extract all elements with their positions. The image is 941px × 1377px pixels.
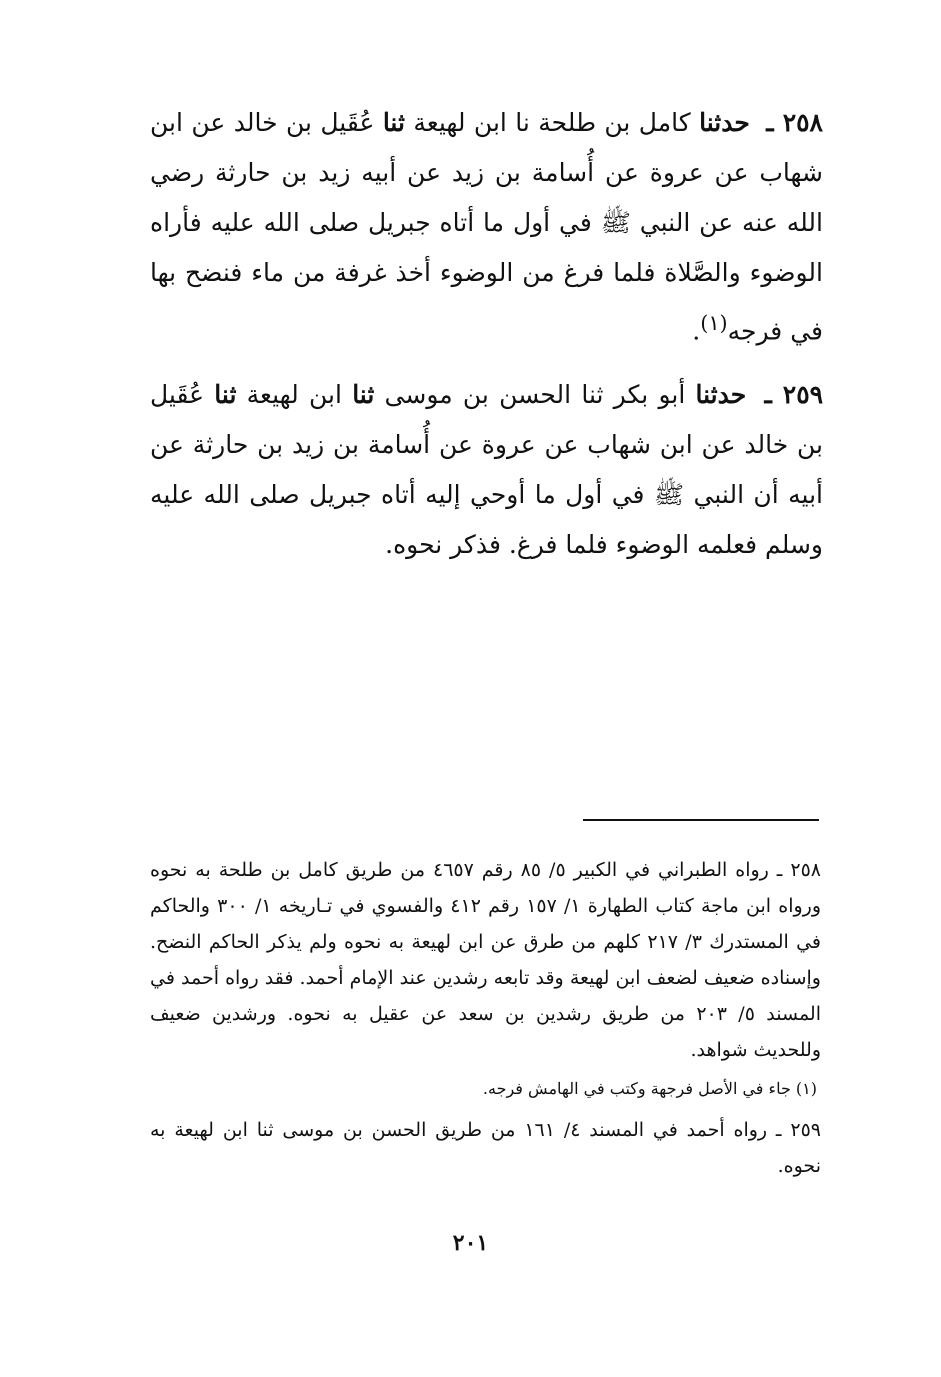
hadith-text: ابن لهيعة [246, 380, 342, 410]
main-text [150, 98, 823, 584]
hadith-number: ٢٥٨ ـ [766, 108, 823, 137]
hadith-text: عُقَيل بن خالد عن ابن شهاب عن عروة عن أُسامة بن زيد بن حارثة عن أبيه أن النبي ﷺ في أول ما أوحي إليه أتاه جبريل صلى الله عليه وسلم فعلمه الوضوء فلما فرغ. فذكر نحوه. [150, 380, 823, 560]
footnote-reference: (١) [700, 311, 728, 335]
hadith-text: كامل بن طلحة نا ابن لهيعة [413, 108, 691, 137]
hadith-opening: حدثنا [695, 380, 747, 410]
hadith-258 [150, 98, 823, 356]
footnote-258: ٢٥٨ ـ رواه الطبراني في الكبير ٥/ ٨٥ رقم ٤٦٥٧ من طريق كامل بن طلحة به نحوه ورواه ابن ماجة كتاب الطهارة ١/ ١٥٧ رقم ٤١٢ والفسوي في تـاريخه ١/ ٣٠٠ والحاكم في المستدرك ٣/ ٢١٧ كلهم من طرق عن ابن لهيعة به نحوه ولم يذكر الحاكم النضح. وإسناده ضعيف لضعف ابن لهيعة وقد تابعه رشدين عند الإمام أحمد. فقد رواه أحمد في المسند ٥/ ٢٠٣ من طريق رشدين بن سعد عن عقيل به نحوه. ورشدين ضعيف وللحديث شواهد. [150, 859, 822, 1061]
transmission-marker: ثنا [214, 380, 237, 410]
hadith-opening: حدثنا [699, 108, 750, 137]
transmission-marker: ثنا [352, 380, 375, 410]
transmission-marker: ثنا [382, 108, 405, 137]
page-number: ٢٠١ [452, 1230, 489, 1256]
hadith-text: أبو بكر ثنا الحسن بن موسى [384, 380, 686, 410]
hadith-text: عُقَيل بن خالد عن ابن شهاب عن عروة عن أُسامة بن زيد عن أبيه زيد بن حارثة رضي الله عنه عن النبي ﷺ في أول ما أتاه جبريل صلى الله عليه فأراه الوضوء والصَّلاة فلما فرغ من الوضوء أخذ غرفة من ماء فنضح بها في فرجه [150, 108, 823, 346]
hadith-259 [150, 370, 823, 570]
footnotes [150, 852, 821, 1190]
footnote-259: ٢٥٩ ـ رواه أحمد في المسند ٤/ ١٦١ من طريق الحسن بن موسى ثنا ابن لهيعة به نحوه. [150, 1119, 821, 1177]
footnote-divider [583, 819, 819, 821]
footnote-1: (١) جاء في الأصل فرجهة وكتب في الهامش فرجه. [482, 1079, 817, 1098]
hadith-number: ٢٥٩ ـ [764, 380, 824, 410]
hadith-end: . [692, 316, 701, 346]
